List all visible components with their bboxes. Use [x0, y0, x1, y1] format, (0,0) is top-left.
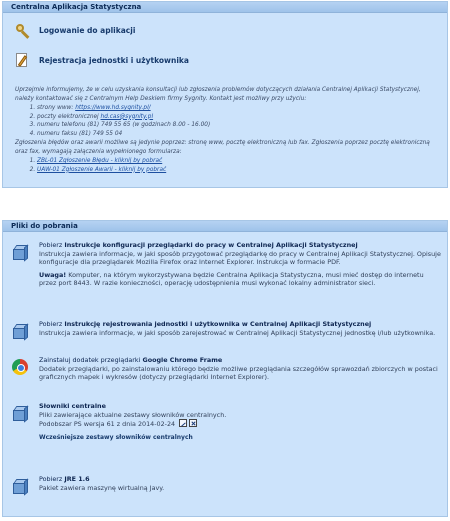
download-item-dictionaries — [11, 402, 441, 442]
package-icon — [11, 404, 29, 422]
cas-panel — [2, 1, 448, 188]
form-item — [37, 157, 440, 166]
download-description: Instrukcja zawiera informacje, w jaki sposób przygotować przeglądarkę do pracy w Centralnej Aplikacji Statystycznej. Opisuje konfiguracje dla przeglądarek Mozilla Firefox oraz Internet Explorer. Instrukcja w formacie PDF. — [39, 249, 441, 267]
cas-panel-title: Centralna Aplikacja Statystyczna — [3, 2, 447, 13]
excel-icon[interactable] — [189, 419, 197, 427]
forms-list — [15, 157, 440, 174]
register-link-row[interactable] — [15, 52, 189, 68]
contact-email: 2. poczty elektronicznej hd.cas@sygnity.pl — [37, 113, 440, 122]
package-icon — [11, 322, 29, 340]
contact-fax: 4. numeru faksu (81) 749 55 04 — [37, 130, 440, 139]
contact-www-link[interactable]: https://www.hd.sygnity.pl/ — [75, 105, 151, 111]
helpdesk-intro: Uprzejmie informujemy, że w celu uzyskania konsultacji lub zgłoszenia problemów dotyczących działania Centralnej Aplikacji Statystycznej, należy kontaktować się z Centralnym Help Deskiem firmy Sygnity. Kontakt jest możliwy przy użyciu: — [15, 87, 421, 102]
download-item-browser-config — [11, 241, 441, 288]
download-description: Pliki zawierające aktualne zestawy słowników centralnych. — [39, 410, 227, 419]
download-item-chrome-frame — [11, 356, 441, 382]
package-icon — [11, 477, 29, 495]
download-title: Słowniki centralne — [39, 402, 106, 410]
version-line: Podobszar PS wersja 61 z dnia 2014-02-24 — [39, 419, 441, 429]
download-title[interactable]: Pobierz Instrukcję rejestrowania jednostki i użytkownika w Centralnej Aplikacji Statystycznej — [39, 320, 372, 328]
download-description: Instrukcja zawiera informacje, w jaki sposób zarejestrować w Centralnej Aplikacji Statystycznej jednostkę i/lub użytkownika. — [39, 328, 436, 337]
edit-form-icon — [15, 52, 31, 68]
form-uaw-link[interactable]: UAW-01 Zgłoszenie Awarii - kliknij by pobrać — [37, 166, 167, 173]
form-zbl-link[interactable]: ZBL-01 Zgłoszenie Błędu - kliknij by pobrać — [37, 158, 163, 164]
download-title[interactable]: Pobierz JRE 1.6 — [39, 475, 90, 483]
download-link[interactable]: JRE 1.6 — [64, 475, 90, 483]
form-item — [37, 166, 440, 175]
older-dictionaries-link[interactable]: Wcześniejsze zestawy słowników centralnych — [39, 433, 193, 441]
download-title[interactable]: Zainstaluj dodatek przeglądarki Google Chrome Frame — [39, 356, 223, 364]
download-link[interactable]: Instrukcje konfiguracji przeglądarki do pracy w Centralnej Aplikacji Statystycznej — [64, 241, 358, 249]
contact-list — [15, 104, 440, 138]
download-link[interactable]: Instrukcję rejestrowania jednostki i użytkownika w Centralnej Aplikacji Statystycznej — [64, 320, 372, 328]
contact-email-link[interactable]: hd.cas@sygnity.pl — [100, 113, 154, 120]
contact-www: 1. strony www: https://www.hd.sygnity.pl/ — [37, 104, 440, 113]
download-description: Dodatek przeglądarki, po zainstalowaniu którego będzie możliwe przeglądania szczegółów sprawozdań zbiorczych w postaci graficznych mapek i wykresów (dotyczy przeglądarki Internet Explorer). — [39, 364, 438, 382]
forms-info: Zgłoszenia błędów oraz awarii możliwe są jedynie poprzez: stronę www, pocztę elektroniczną lub fax. Zgłoszenia poprzez pocztę elektroniczną oraz fax, wymagają załączenia wypełnionego formularza: — [15, 140, 430, 155]
downloads-panel-title: Pliki do pobrania — [3, 221, 447, 232]
download-arrow-icon[interactable] — [179, 419, 187, 427]
download-title[interactable]: Pobierz Instrukcje konfiguracji przeglądarki do pracy w Centralnej Aplikacji Statystycznej — [39, 241, 358, 249]
login-link-row[interactable] — [15, 22, 135, 38]
chrome-icon — [11, 358, 29, 376]
download-note: Uwaga! Komputer, na którym wykorzystywana będzie Centralna Aplikacja Statystyczna, musi mieć dostęp do internetu przez port 8443. W razie konieczności, operację udostępnienia musi wykonać lokalny administrator sieci. — [39, 270, 424, 288]
key-icon — [15, 22, 31, 38]
package-icon — [11, 243, 29, 261]
download-link[interactable]: Google Chrome Frame — [142, 356, 223, 364]
downloads-panel — [2, 220, 448, 517]
download-description: Pakiet zawiera maszynę wirtualną Javy. — [39, 483, 165, 492]
contact-phone: 3. numeru telefonu (81) 749 55 65 (w godzinach 8.00 - 16.00) — [37, 121, 440, 130]
register-link[interactable]: Rejestracja jednostki i użytkownika — [39, 55, 189, 65]
login-link[interactable]: Logowanie do aplikacji — [39, 25, 136, 35]
helpdesk-info — [15, 86, 440, 175]
download-item-jre — [11, 475, 441, 492]
download-item-registration — [11, 320, 441, 337]
